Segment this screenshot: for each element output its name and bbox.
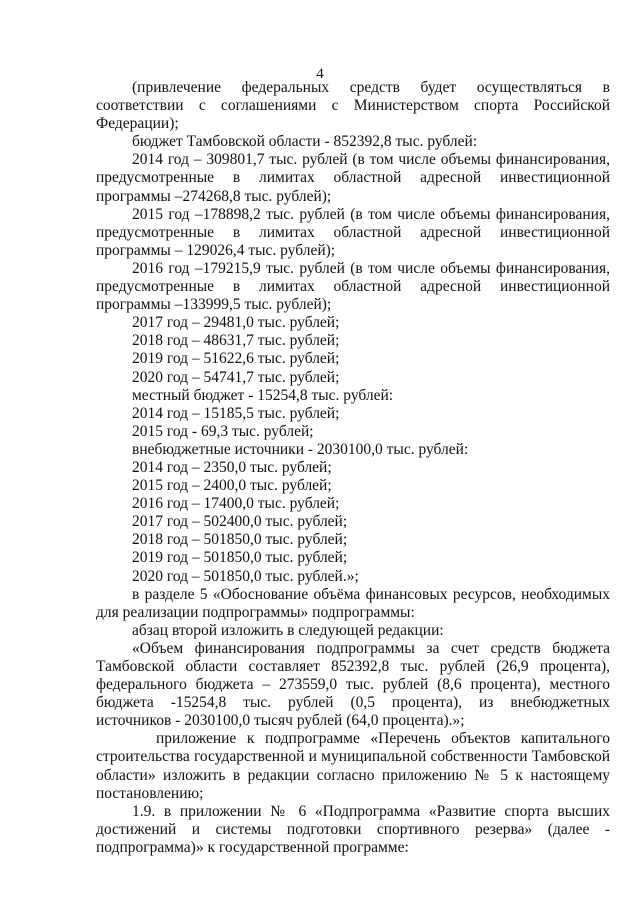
text-line: программы –133999,5 тыс. рублей); xyxy=(96,296,332,314)
text-line: (привлечение федеральных средств будет осуществляться в xyxy=(132,79,610,96)
text-line: строительства государственной и муниципальной собственности Тамбовской xyxy=(96,748,610,766)
text-line: 2017 год – 29481,0 тыс. рублей; xyxy=(132,314,340,332)
text-line: подпрограмма)» к государственной программе: xyxy=(96,838,409,856)
text-line: 2019 год – 51622,6 тыс. рублей; xyxy=(132,350,340,368)
text-line: достижений и системы подготовки спортивного резерва» (далее - xyxy=(96,820,610,838)
text-line: для реализации подпрограммы» подпрограммы: xyxy=(96,603,415,621)
text-line: абзац второй изложить в следующей редакции: xyxy=(132,621,444,639)
text-line: 2018 год – 48631,7 тыс. рублей; xyxy=(132,332,340,350)
text-line: «Объем финансирования подпрограммы за счет средств бюджета xyxy=(132,639,610,657)
text-line: бюджета -15254,8 тыс. рублей (0,5 процента), из внебюджетных xyxy=(96,694,610,712)
text-line: 2020 год – 501850,0 тыс. рублей.»; xyxy=(132,567,359,585)
text-line: источников - 2030100,0 тысяч рублей (64,0 процента).»; xyxy=(96,712,465,730)
text-line: предусмотренные в лимитах областной адресной инвестиционной xyxy=(96,169,610,187)
text-line: 2016 год –179215,9 тыс. рублей (в том числе объемы финансирования, xyxy=(132,259,610,277)
text-line: 2016 год – 17400,0 тыс. рублей; xyxy=(132,495,340,513)
text-line: 2017 год – 502400,0 тыс. рублей; xyxy=(132,513,348,531)
text-line: федерального бюджета – 273559,0 тыс. рублей (8,6 процента), местного xyxy=(96,676,610,694)
text-line: области» изложить в редакции согласно приложению № 5 к настоящему xyxy=(96,766,610,784)
text-line: программы – 129026,4 тыс. рублей); xyxy=(96,241,336,259)
text-line: предусмотренные в лимитах областной адресной инвестиционной xyxy=(96,223,610,241)
text-line: 2015 год - 69,3 тыс. рублей; xyxy=(132,422,314,440)
text-line: 2020 год – 54741,7 тыс. рублей; xyxy=(132,368,340,386)
text-line: Федерации); xyxy=(96,115,179,133)
text-line: в разделе 5 «Обоснование объёма финансовых ресурсов, необходимых xyxy=(132,585,610,603)
text-line: 2014 год – 309801,7 тыс. рублей (в том числе объемы финансирования, xyxy=(132,151,610,169)
text-line: приложение к подпрограмме «Перечень объектов капитального xyxy=(156,730,610,748)
text-line: 2018 год – 501850,0 тыс. рублей; xyxy=(132,531,348,549)
text-line: 1.9. в приложении № 6 «Подпрограмма «Развитие спорта высших xyxy=(132,802,610,820)
text-line: предусмотренные в лимитах областной адресной инвестиционной xyxy=(96,278,610,296)
text-line: программы –274268,8 тыс. рублей); xyxy=(96,187,332,205)
text-line: внебюджетные источники - 2030100,0 тыс. рублей: xyxy=(132,440,469,458)
text-line: местный бюджет - 15254,8 тыс. рублей: xyxy=(132,386,394,404)
text-line: 2015 год –178898,2 тыс. рублей (в том числе объемы финансирования, xyxy=(132,205,610,223)
text-line: Тамбовской области составляет 852392,8 тыс. рублей (26,9 процента), xyxy=(96,658,610,675)
document-body xyxy=(96,79,610,857)
text-line: 2015 год – 2400,0 тыс. рублей; xyxy=(132,477,332,495)
page-number: 4 xyxy=(316,66,324,82)
text-line: 2014 год – 2350,0 тыс. рублей; xyxy=(132,458,332,476)
text-line: постановлению; xyxy=(96,784,204,802)
text-line: 2014 год – 15185,5 тыс. рублей; xyxy=(132,404,340,422)
text-line: бюджет Тамбовской области - 852392,8 тыс. рублей: xyxy=(132,133,478,151)
text-line: соответствии с соглашениями с Министерством спорта Российской xyxy=(96,97,610,115)
text-line: 2019 год – 501850,0 тыс. рублей; xyxy=(132,549,348,567)
